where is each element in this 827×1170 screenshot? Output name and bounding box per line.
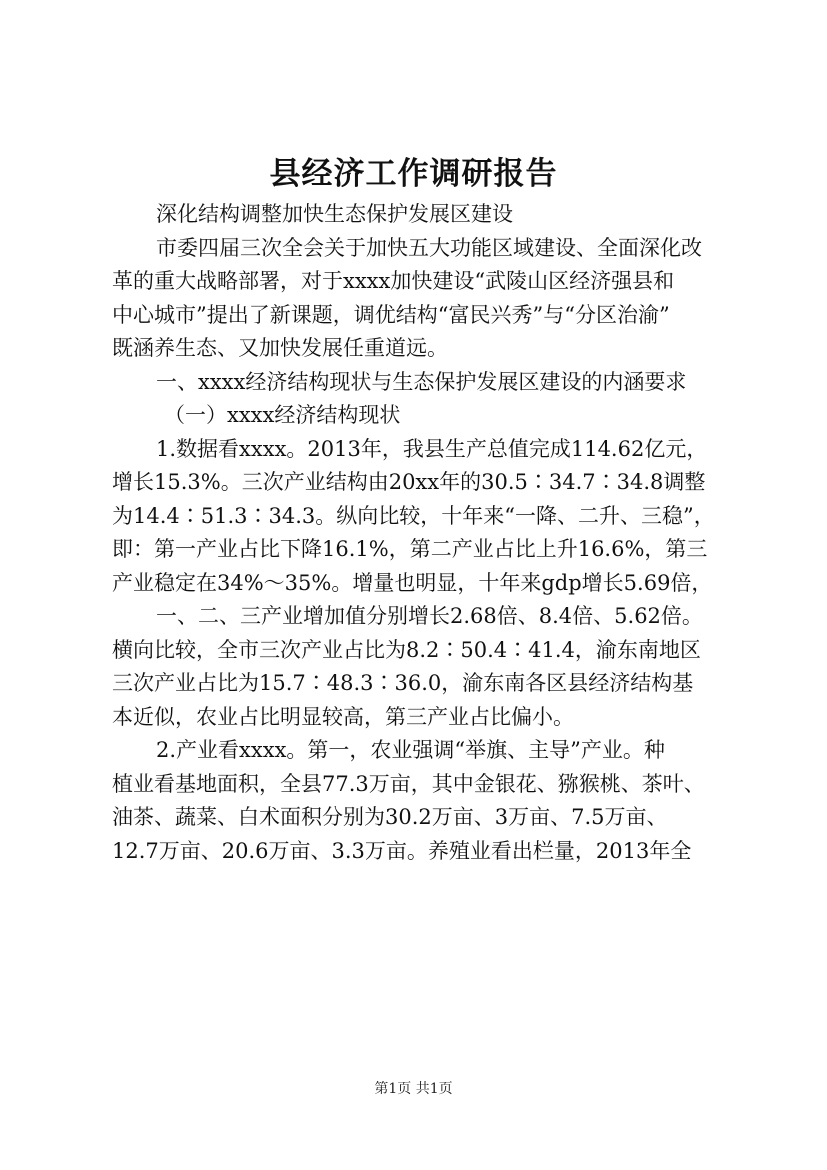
paragraph-line: 即：第一产业占比下降16.1%，第二产业占比上升16.6%，第三 [112,537,708,561]
paragraph-line: 为14.4∶51.3∶34.3。纵向比较，十年来“一降、二升、三稳”， [112,503,715,528]
paragraph-line: 横向比较，全市三次产业占比为8.2∶50.4∶41.4，渝东南地区 [112,637,701,662]
page-number: 第1页 共1页 [374,1081,453,1097]
paragraph-line: 市委四届三次全会关于加快五大功能区域建设、全面深化改 [156,235,702,260]
paragraph-line: 革的重大战略部署，对于xxxx加快建设“武陵山区经济强县和 [112,269,675,293]
paragraph-line: 油茶、蔬菜、白术面积分别为30.2万亩、3万亩、7.5万亩、 [112,805,668,829]
paragraph-line: 12.7万亩、20.6万亩、3.3万亩。养殖业看出栏量，2013年全 [112,838,692,863]
paragraph-line: 本近似，农业占比明显较高，第三产业占比偏小。 [112,704,574,729]
paragraph-line: 植业看基地面积，全县77.3万亩，其中金银花、猕猴桃、茶叶、 [112,771,705,796]
paragraph-line: 三次产业占比为15.7∶48.3∶36.0，渝东南各区县经济结构基 [112,671,694,695]
paragraph-line: 一、二、三产业增加值分别增长2.68倍、8.4倍、5.62倍。 [156,604,703,628]
subtitle-line: 深化结构调整加快生态保护发展区建设 [156,202,513,226]
document-title: 县经济工作调研报告 [269,156,558,192]
paragraph-line: 1.数据看xxxx。2013年，我县生产总值完成114.62亿元， [156,436,708,461]
subsection-heading: （一）xxxx经济结构现状 [164,403,401,427]
paragraph-line: 既涵养生态、又加快发展任重道远。 [112,336,448,360]
document-body [112,198,738,868]
paragraph-line: 中心城市”提出了新课题，调优结构“富民兴秀”与“分区治渝” [112,302,670,327]
paragraph-line: 2.产业看xxxx。第一，农业强调“举旗、主导”产业。种 [156,738,665,762]
section-heading: 一、xxxx经济结构现状与生态保护发展区建设的内涵要求 [156,369,687,394]
paragraph-line: 产业稳定在34%～35%。增量也明显，十年来gdp增长5.69倍， [112,570,713,595]
paragraph-line: 增长15.3%。三次产业结构由20xx年的30.5∶34.7∶34.8调整 [112,470,706,494]
